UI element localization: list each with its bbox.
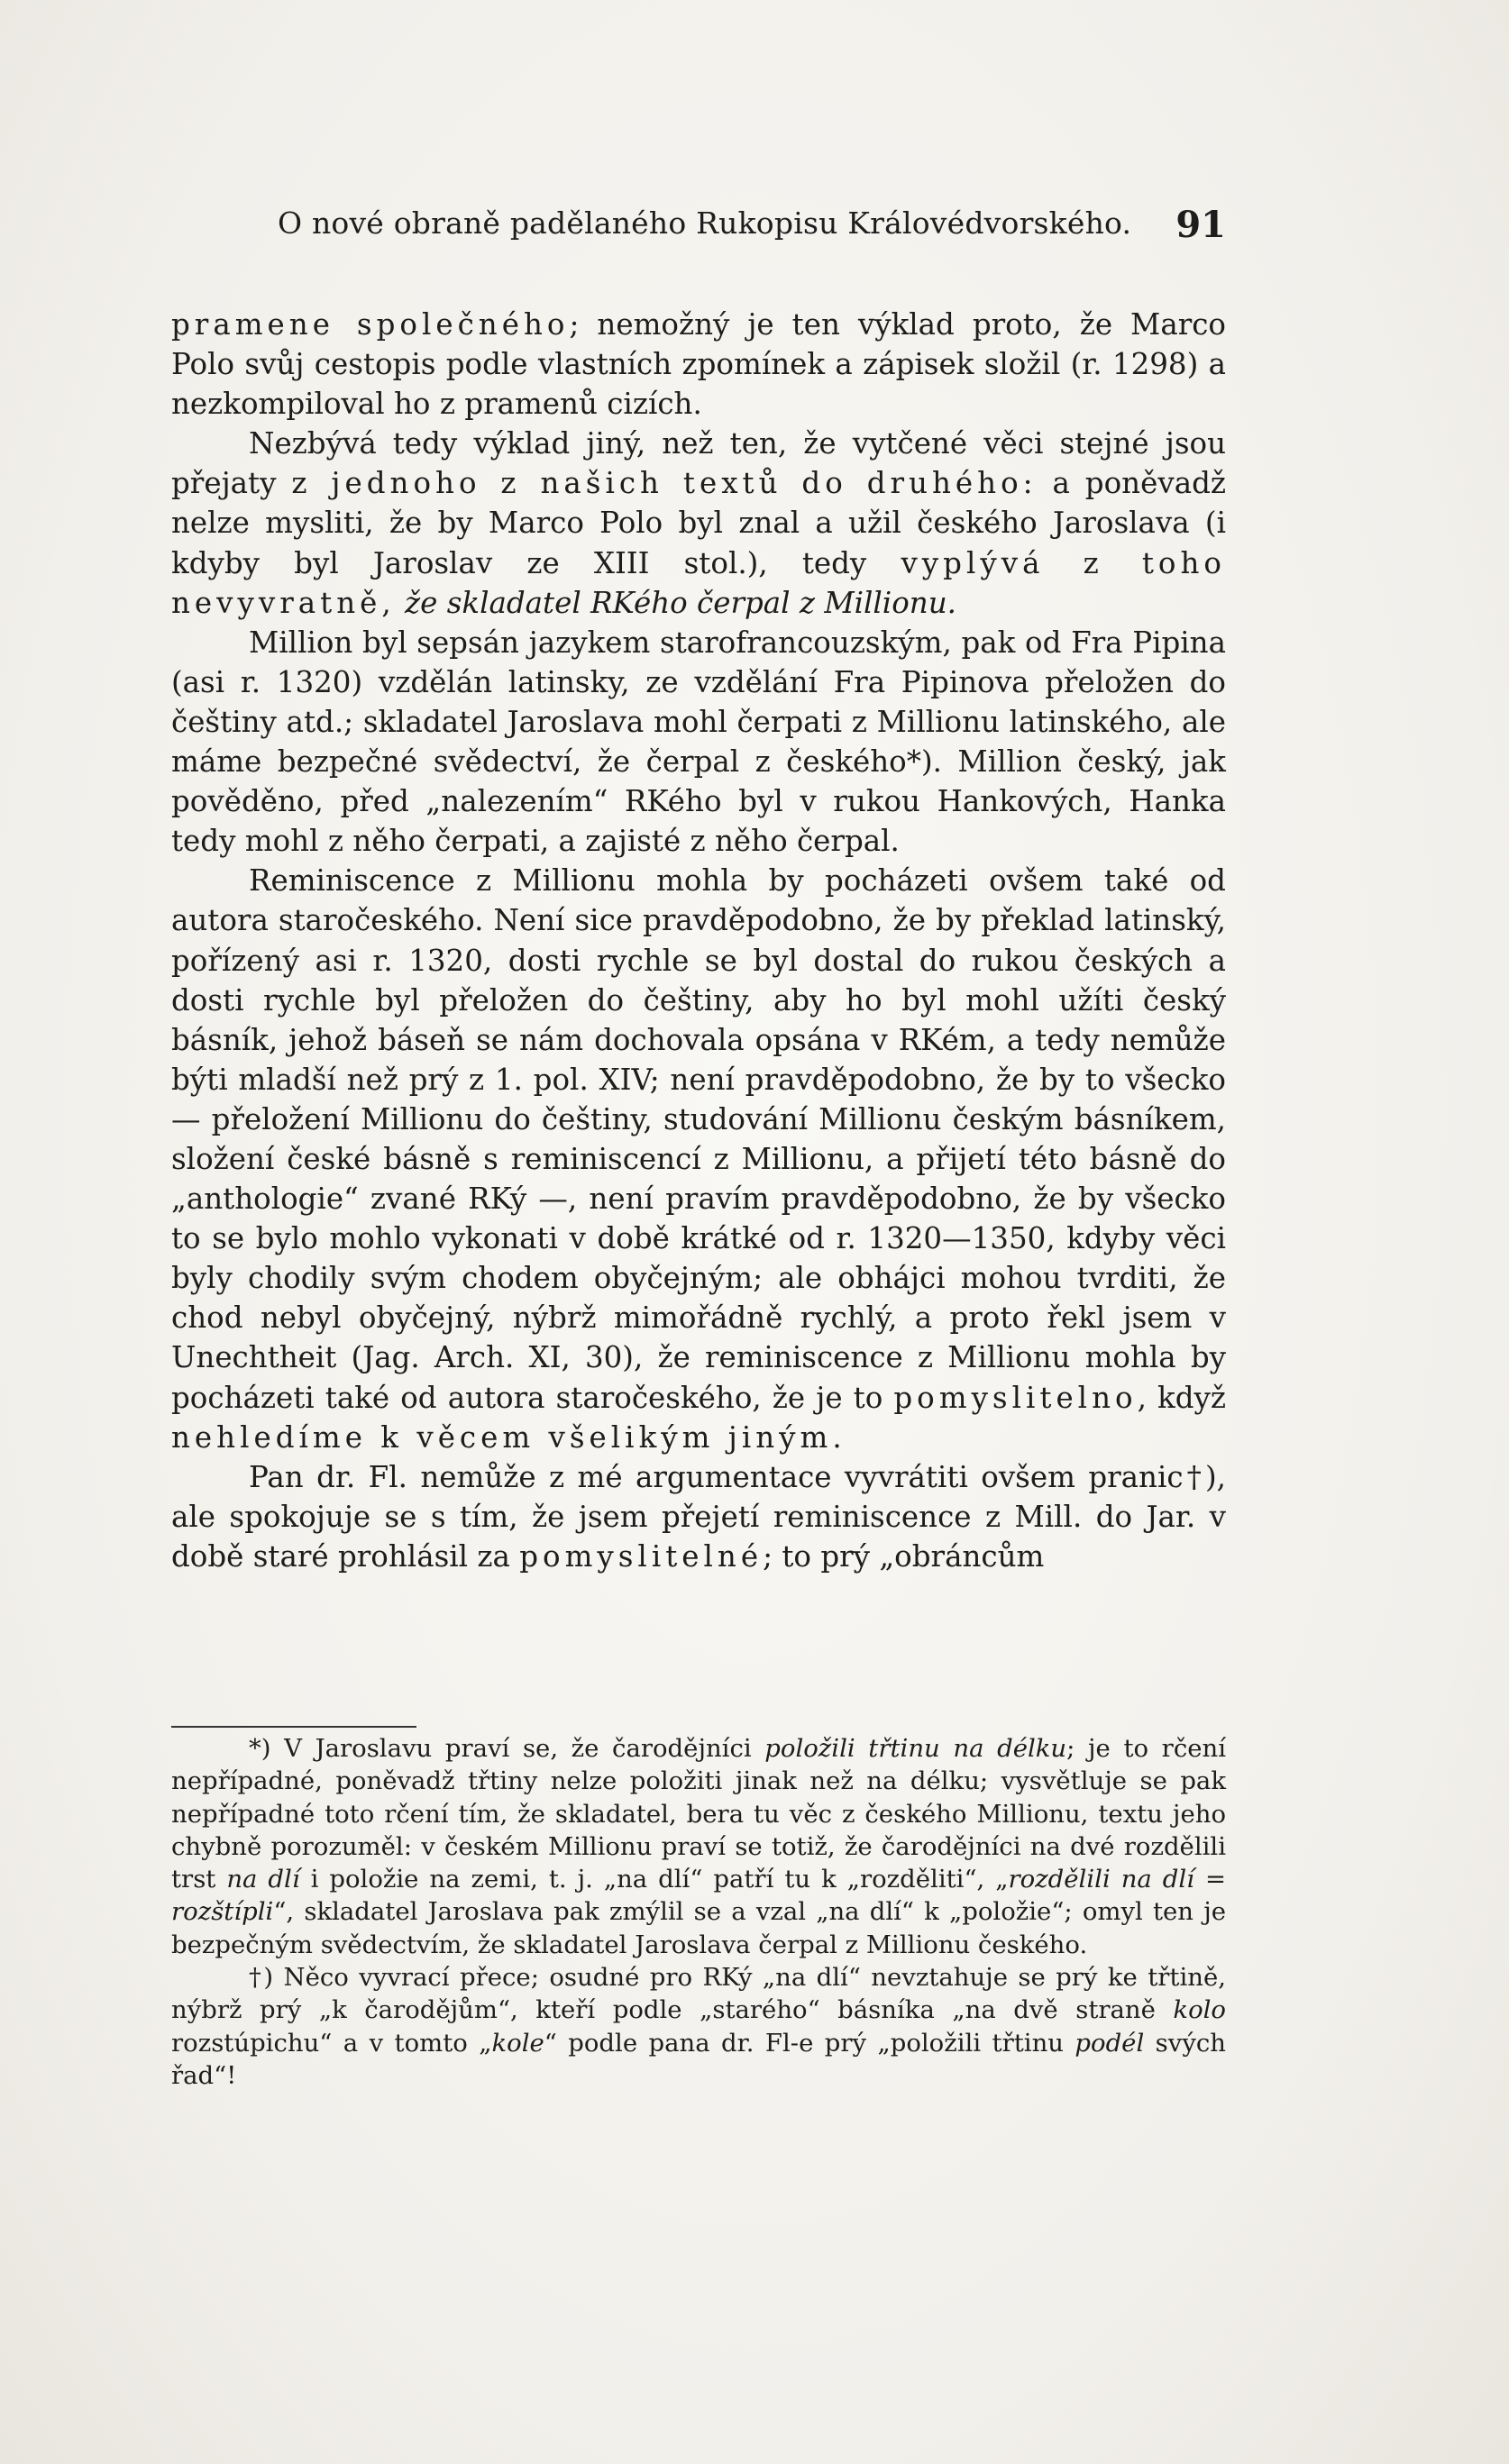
emphasis-spaced: z jednoho z našich textů do druhého:	[291, 466, 1038, 501]
footnotes	[171, 1732, 1226, 2092]
footnote-1	[171, 1732, 1226, 1961]
emphasis-spaced: nehledíme k věcem všelikým jiným.	[171, 1419, 846, 1455]
emphasis-italic: položili třtinu na délku	[764, 1734, 1067, 1763]
page-header	[278, 205, 1226, 260]
text-run: ; je to rčení nepřípadné, poněvadž třtiny nelze položiti jinak než na délku; vysvětluje se pak nepřípadné toto rčení tím, že skladatel, bera tu věc z českého Millionu, textu jeho chybně porozuměl: v českém Millionu praví se totiž, že čarodějníci na dvé rozdělili trst	[171, 1734, 1227, 1894]
text-run: “ podle pana dr. Fl-e prý „položili třtinu	[544, 2028, 1075, 2058]
text-run: a poněvadž nelze mysliti, že by Marco Polo byl znal a užil českého Jaroslava (i kdyby byl Jaroslav ze XIII stol.), tedy	[171, 466, 1226, 580]
text-run: †) Něco vyvrací přece; osudné pro RKý „na dlí“ nevztahuje se prý ke třtině, nýbrž prý „k čarodějům“, kteří podle „starého“ básníka „na dvě straně	[171, 1963, 1226, 2025]
emphasis-italic: že skladatel RKého čerpal z Millionu.	[395, 585, 956, 620]
main-text	[171, 305, 1226, 1576]
footnote-2	[171, 1961, 1226, 2092]
text-run: =	[1193, 1865, 1226, 1894]
text-run: i položie na zemi, t. j. „na dlí“ patří tu k „rozděliti“, „	[299, 1865, 1009, 1894]
text-run: svých řad“!	[171, 2028, 1226, 2090]
emphasis-italic: rozdělili na dlí	[1008, 1865, 1194, 1894]
running-title: O nové obraně padělaného Rukopisu Královédvorského.	[278, 205, 1132, 241]
text-run: Reminiscence z Millionu mohla by pocházeti ovšem také od autora staročeského. Není sice pravděpodobno, že by překlad latinský, pořízený asi r. 1320, dosti rychle se byl dostal do rukou českých a dosti rychle byl přeložen do češtiny, aby ho byl mohl užíti český básník, jehož báseň se nám dochovala opsána v RKém, a tedy nemůže býti mladší než prý z 1. pol. XIV; není pravděpodobno, že by to všecko — přeložení Millionu do češtiny, studování Millionu českým básníkem, složení české básně s reminiscencí z Millionu, a přijetí této básně do „anthologie“ zvané RKý —, není pravím pravděpodobno, že by všecko to se bylo mohlo vykonati v době krátké od r. 1320—1350, kdyby věci byly chodily svým chodem obyčejným; ale obhájci mohou tvrditi, že chod nebyl obyčejný, nýbrž mimořádně rychlý, a proto řekl jsem v Unechtheit (Jag. Arch. XI, 30), že reminiscence z Millionu mohla by pocházeti také od autora staročeského, že je to	[171, 863, 1226, 1415]
text-run: Pan dr. Fl. nemůže z mé argumentace vyvrátiti ovšem pranic†), ale spokojuje se s tím, že jsem přejetí reminiscence z Mill. do Jar. v době staré prohlásil za	[171, 1459, 1226, 1574]
text-run: ; to prý „obráncům	[763, 1538, 1045, 1574]
text-run: “, skladatel Jaroslava pak zmýlil se a vzal „na dlí“ k „položie“; omyl ten je bezpečným svědectvím, že skladatel Jaroslava čerpal z Millionu českého.	[171, 1897, 1226, 1959]
emphasis-italic: kolo	[1173, 1995, 1226, 2025]
text-run: rozstúpichu“ a v tomto „	[171, 2028, 492, 2058]
emphasis-italic: rozštípli	[171, 1897, 274, 1927]
paragraph-5	[171, 1457, 1226, 1576]
text-run: *) V Jaroslavu praví se, že čarodějníci	[249, 1734, 765, 1763]
paragraph-2	[171, 424, 1226, 622]
emphasis-spaced: pramene společného	[171, 307, 570, 342]
emphasis-italic: na dlí	[226, 1865, 300, 1894]
text-run: ; nemožný je ten výklad proto, že Marco Polo svůj cestopis podle vlastních zpomínek a zápisek složil (r. 1298) a nezkompiloval ho z pramenů cizích.	[171, 307, 1226, 422]
paragraph-3: Million byl sepsán jazykem starofrancouzským, pak od Fra Pipina (asi r. 1320) vzdělán latinsky, ze vzdělání Fra Pipinova přeložen do češtiny atd.; skladatel Jaroslava mohl čerpati z Millionu latinského, ale máme bezpečné svědectví, že čerpal z českého*). Million český, jak pověděno, před „nalezením“ RKého byl v rukou Hankových, Hanka tedy mohl z něho čerpati, a zajisté z něho čerpal.	[171, 625, 1226, 859]
footnote-divider	[171, 1726, 416, 1728]
paragraph-4	[171, 861, 1226, 1456]
text-run: Nezbývá tedy výklad jiný, než ten, že vytčené věci stejné jsou přejaty	[171, 426, 1226, 501]
emphasis-spaced: pomyslitelné	[519, 1538, 764, 1574]
text-run: , když	[1137, 1380, 1226, 1415]
paragraph-1	[171, 305, 1226, 424]
page-number: 91	[1175, 204, 1226, 246]
emphasis-italic: podél	[1075, 2028, 1145, 2058]
emphasis-spaced: vyplývá z toho nevyvratně,	[171, 545, 1226, 620]
emphasis-italic: kole	[491, 2028, 544, 2058]
emphasis-spaced: pomyslitelno	[893, 1380, 1138, 1415]
